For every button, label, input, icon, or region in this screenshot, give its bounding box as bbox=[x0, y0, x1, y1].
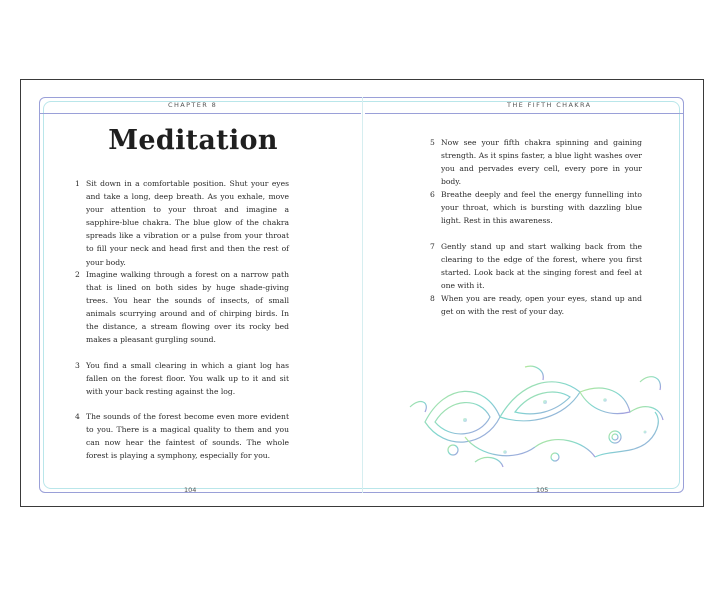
step-5 bbox=[430, 136, 642, 188]
running-head-right: THE FIFTH CHAKRA bbox=[507, 101, 592, 109]
step-text: Sit down in a comfortable position. Shut your eyes and take a long, deep breath. As you exhale, move your attention to your throat and imagine a sapphire-blue chakra. The blue glow of the chakra spreads like a vibration or a pulse from your throat to fill your neck and head first and then the rest of your body. bbox=[86, 179, 289, 267]
step-number: 6 bbox=[430, 190, 435, 199]
step-1 bbox=[75, 177, 289, 269]
step-text: Breathe deeply and feel the energy funnelling into your throat, which is bursting with dazzling blue light. Rest in this awareness. bbox=[441, 190, 642, 226]
step-7 bbox=[430, 240, 642, 292]
step-number: 8 bbox=[430, 294, 435, 303]
step-3 bbox=[75, 359, 289, 398]
step-text: You find a small clearing in which a giant log has fallen on the forest floor. You walk up to it and sit with your back resting against the log. bbox=[86, 361, 289, 397]
step-8 bbox=[430, 292, 642, 318]
step-text: When you are ready, open your eyes, stand up and get on with the rest of your day. bbox=[441, 294, 642, 317]
page-number-right: 105 bbox=[536, 486, 549, 494]
step-6 bbox=[430, 188, 642, 227]
step-4 bbox=[75, 410, 289, 462]
step-number: 1 bbox=[75, 179, 80, 188]
page-number-left: 104 bbox=[184, 486, 197, 494]
header-rule-right bbox=[365, 113, 684, 114]
step-2 bbox=[75, 268, 289, 347]
step-text: Now see your fifth chakra spinning and gaining strength. As it spins faster, a blue light washes over you and pervades every cell, every pore in your body. bbox=[441, 138, 642, 187]
floral-ornament-illustration bbox=[405, 362, 673, 472]
step-number: 5 bbox=[430, 138, 435, 147]
step-text: Gently stand up and start walking back from the clearing to the edge of the forest, where you first started. Look back at the singing forest and feel at one with it. bbox=[441, 242, 642, 291]
running-head-left: CHAPTER 8 bbox=[168, 101, 218, 109]
page-title: Meditation bbox=[108, 125, 278, 156]
step-number: 4 bbox=[75, 412, 80, 421]
step-text: The sounds of the forest become even more evident to you. There is a magical quality to them and you can now hear the faintest of sounds. The whole forest is playing a symphony, especially for you. bbox=[86, 412, 289, 461]
step-number: 3 bbox=[75, 361, 80, 370]
step-number: 7 bbox=[430, 242, 435, 251]
header-rule-left bbox=[39, 113, 361, 114]
step-number: 2 bbox=[75, 270, 80, 279]
gutter-line bbox=[362, 97, 363, 493]
book-spread bbox=[20, 79, 704, 507]
step-text: Imagine walking through a forest on a narrow path that is lined on both sides by huge shade-giving trees. You hear the sounds of insects, of small animals scurrying around and of chirping birds. In the distance, a stream flowing over its rocky bed makes a pleasant gurgling sound. bbox=[86, 270, 289, 345]
